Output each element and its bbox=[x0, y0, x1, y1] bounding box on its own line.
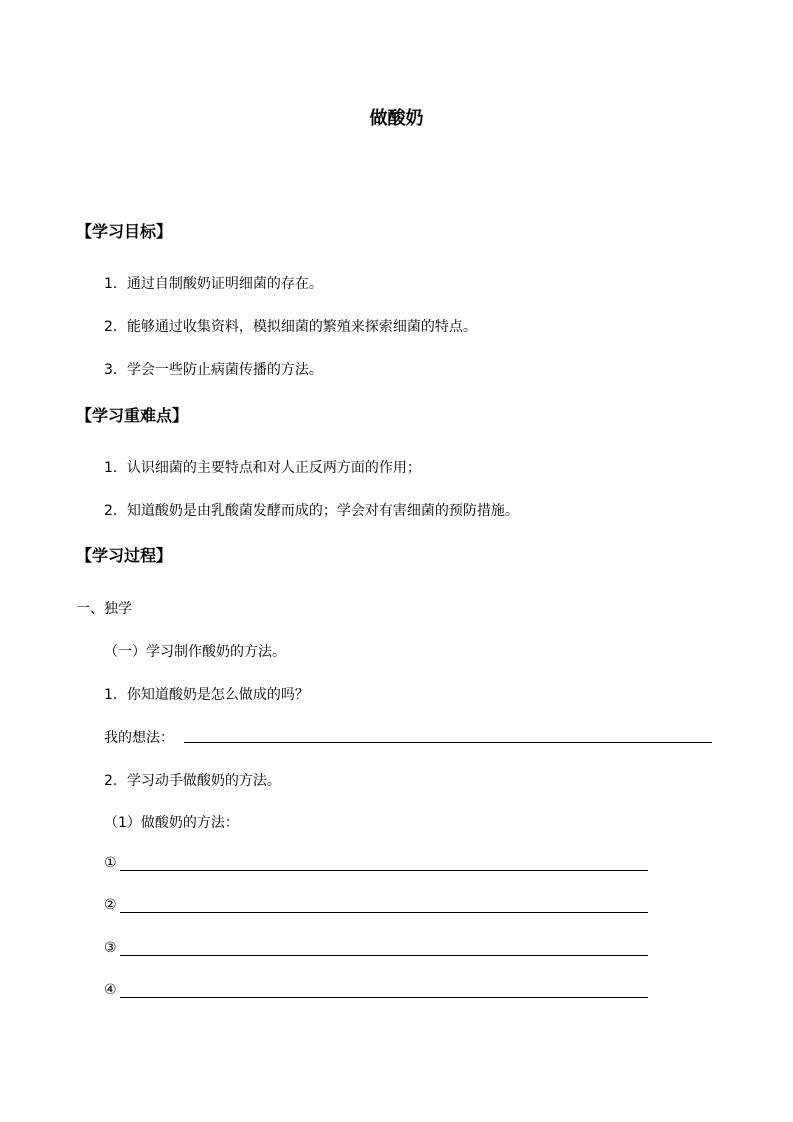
step-3-answer-line[interactable] bbox=[120, 955, 648, 956]
step-marker-4: ④ bbox=[104, 982, 117, 998]
my-idea-label: 我的想法： bbox=[104, 730, 174, 746]
key-points-heading: 【学习重难点】 bbox=[76, 406, 189, 425]
method-label: （1）做酸奶的方法： bbox=[104, 815, 239, 831]
step-marker-2: ② bbox=[104, 897, 117, 913]
goal-item-3: 3．学会一些防止病菌传播的方法。 bbox=[104, 362, 323, 378]
question-two: 2．学习动手做酸奶的方法。 bbox=[104, 773, 281, 789]
step-4-answer-line[interactable] bbox=[120, 997, 648, 998]
key-point-item-2: 2．知道酸奶是由乳酸菌发酵而成的；学会对有害细菌的预防措施。 bbox=[104, 503, 519, 519]
step-marker-3: ③ bbox=[104, 940, 117, 956]
step-marker-1: ① bbox=[104, 855, 117, 871]
goal-item-2: 2．能够通过收集资料，模拟细菌的繁殖来探索细菌的特点。 bbox=[104, 319, 477, 335]
step-1-answer-line[interactable] bbox=[120, 870, 648, 871]
question-one: 1．你知道酸奶是怎么做成的吗？ bbox=[104, 687, 309, 703]
goals-heading: 【学习目标】 bbox=[76, 222, 173, 241]
my-idea-answer-line[interactable] bbox=[184, 742, 712, 743]
step-2-answer-line[interactable] bbox=[120, 912, 648, 913]
subsection-one-label: （一）学习制作酸奶的方法。 bbox=[104, 644, 286, 660]
part-one-label: 一、独学 bbox=[76, 601, 132, 617]
process-heading: 【学习过程】 bbox=[76, 546, 173, 565]
page-title: 做酸奶 bbox=[369, 108, 424, 129]
goal-item-1: 1．通过自制酸奶证明细菌的存在。 bbox=[104, 276, 323, 292]
key-point-item-1: 1．认识细菌的主要特点和对人正反两方面的作用； bbox=[104, 460, 421, 476]
